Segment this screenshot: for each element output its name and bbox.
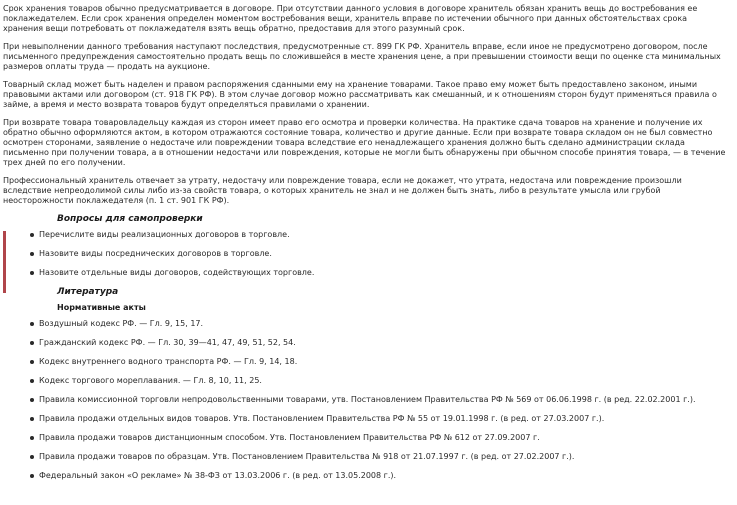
literature-item <box>3 471 727 481</box>
literature-subheading: Нормативные акты <box>57 303 146 312</box>
paragraph-storage-term: Срок хранения товаров обычно предусматривается в договоре. При отсутствии данного условия в договоре хранитель обязан хранить вещь до востребования ее поклажедателем. Если срок хранения определен моментом востребования вещи, хранитель вправе по истечении обычного при данных обстоятельствах срока хранения вещи потребовать от поклажедателя взять вещь обратно, предоставив для этого разумный срок. <box>3 4 698 33</box>
question-item <box>3 268 727 278</box>
literature-text: Воздушный кодекс РФ. — Гл. 9, 15, 17. <box>39 319 204 328</box>
questions-list <box>3 230 727 278</box>
bullet-icon <box>30 398 34 402</box>
literature-item <box>3 319 727 329</box>
literature-text: Кодекс торгового мореплавания. — Гл. 8, 10, 11, 25. <box>39 376 262 385</box>
bullet-icon <box>30 360 34 364</box>
bullet-icon <box>30 341 34 345</box>
literature-text: Правила продажи отдельных видов товаров. Утв. Постановлением Правительства РФ № 55 от 19.01.1998 г. (в ред. от 27.03.2007 г.). <box>39 414 605 423</box>
bullet-icon <box>30 252 34 256</box>
literature-heading: Литература <box>57 287 119 297</box>
question-text: Назовите виды посреднических договоров в торговле. <box>39 249 272 258</box>
bullet-icon <box>30 379 34 383</box>
literature-text: Гражданский кодекс РФ. — Гл. 30, 39—41, 47, 49, 51, 52, 54. <box>39 338 296 347</box>
question-text: Перечислите виды реализационных договоров в торговле. <box>39 230 290 239</box>
questions-accent-bar <box>3 231 6 293</box>
literature-text: Кодекс внутреннего водного транспорта РФ. — Гл. 9, 14, 18. <box>39 357 298 366</box>
literature-text: Федеральный закон «О рекламе» № 38-ФЗ от 13.03.2006 г. (в ред. от 13.05.2008 г.). <box>39 471 397 480</box>
bullet-icon <box>30 417 34 421</box>
bullet-icon <box>30 233 34 237</box>
question-item <box>3 230 727 240</box>
literature-text: Правила комиссионной торговли непродовольственными товарами, утв. Постановлением Правительства РФ № 569 от 06.06.1998 г. (в ред. 22.02.2001 г.). <box>39 395 696 404</box>
paragraph-goods-return: При возврате товара товаровладельцу каждая из сторон имеет право его осмотра и проверки количества. На практике сдача товаров на хранение и получение их обратно обычно оформляются актом, в котором отражаются состояние товара, количество и другие данные. Если при возврате товара складом он не был совместно осмотрен сторонами, заявление о недостаче или повреждении товара вследствие его ненадлежащего хранения должно быть сделано администрации склада письменно при получении товара, а в отношении недостачи или повреждения, которые не могли быть обнаружены при обычном способе принятия товара, — в течение трех дней по его получении. <box>3 118 726 167</box>
literature-list <box>3 319 727 481</box>
literature-item <box>3 433 727 443</box>
questions-section <box>3 230 727 278</box>
bullet-icon <box>30 271 34 275</box>
literature-item <box>3 338 727 348</box>
bullet-icon <box>30 322 34 326</box>
literature-text: Правила продажи товаров дистанционным способом. Утв. Постановлением Правительства РФ № 612 от 27.09.2007 г. <box>39 433 540 442</box>
paragraph-keeper-liability: Профессиональный хранитель отвечает за утрату, недостачу или повреждение товара, если не докажет, что утрата, недостача или повреждение произошли вследствие непреодолимой силы либо из-за свойств товара, о которых хранитель не знал и не должен быть знать, либо в результате умысла или грубой неосторожности поклажедателя (п. 1 ст. 901 ГК РФ). <box>3 176 682 205</box>
literature-item <box>3 376 727 386</box>
bullet-icon <box>30 436 34 440</box>
questions-heading: Вопросы для самопроверки <box>57 214 203 224</box>
question-item <box>3 249 727 259</box>
literature-item <box>3 395 727 405</box>
literature-text: Правила продажи товаров по образцам. Утв. Постановлением Правительства № 918 от 21.07.1997 г. (в ред. от 27.02.2007 г.). <box>39 452 575 461</box>
paragraph-consequences: При невыполнении данного требования наступают последствия, предусмотренные ст. 899 ГК РФ. Хранитель вправе, если иное не предусмотрено договором, после письменного предупреждения самостоятельно продать вещь по сложившейся в месте хранения цене, а при превышении стоимости вещи по оценке ста минимальных размеров оплаты труда — продать на аукционе. <box>3 42 721 71</box>
question-text: Назовите отдельные виды договоров, содействующих торговле. <box>39 268 315 277</box>
literature-item <box>3 357 727 367</box>
paragraph-warehouse-rights: Товарный склад может быть наделен и правом распоряжения сданными ему на хранение товарами. Такое право ему может быть предоставлено законом, иными правовыми актами или договором (ст. 918 ГК РФ). В этом случае договор можно рассматривать как смешанный, и к отношениям сторон будут применяться правила о займе, а время и место возврата товаров будут определяться правилами о хранении. <box>3 80 717 109</box>
literature-item <box>3 452 727 462</box>
bullet-icon <box>30 455 34 459</box>
bullet-icon <box>30 474 34 478</box>
literature-item <box>3 414 727 424</box>
